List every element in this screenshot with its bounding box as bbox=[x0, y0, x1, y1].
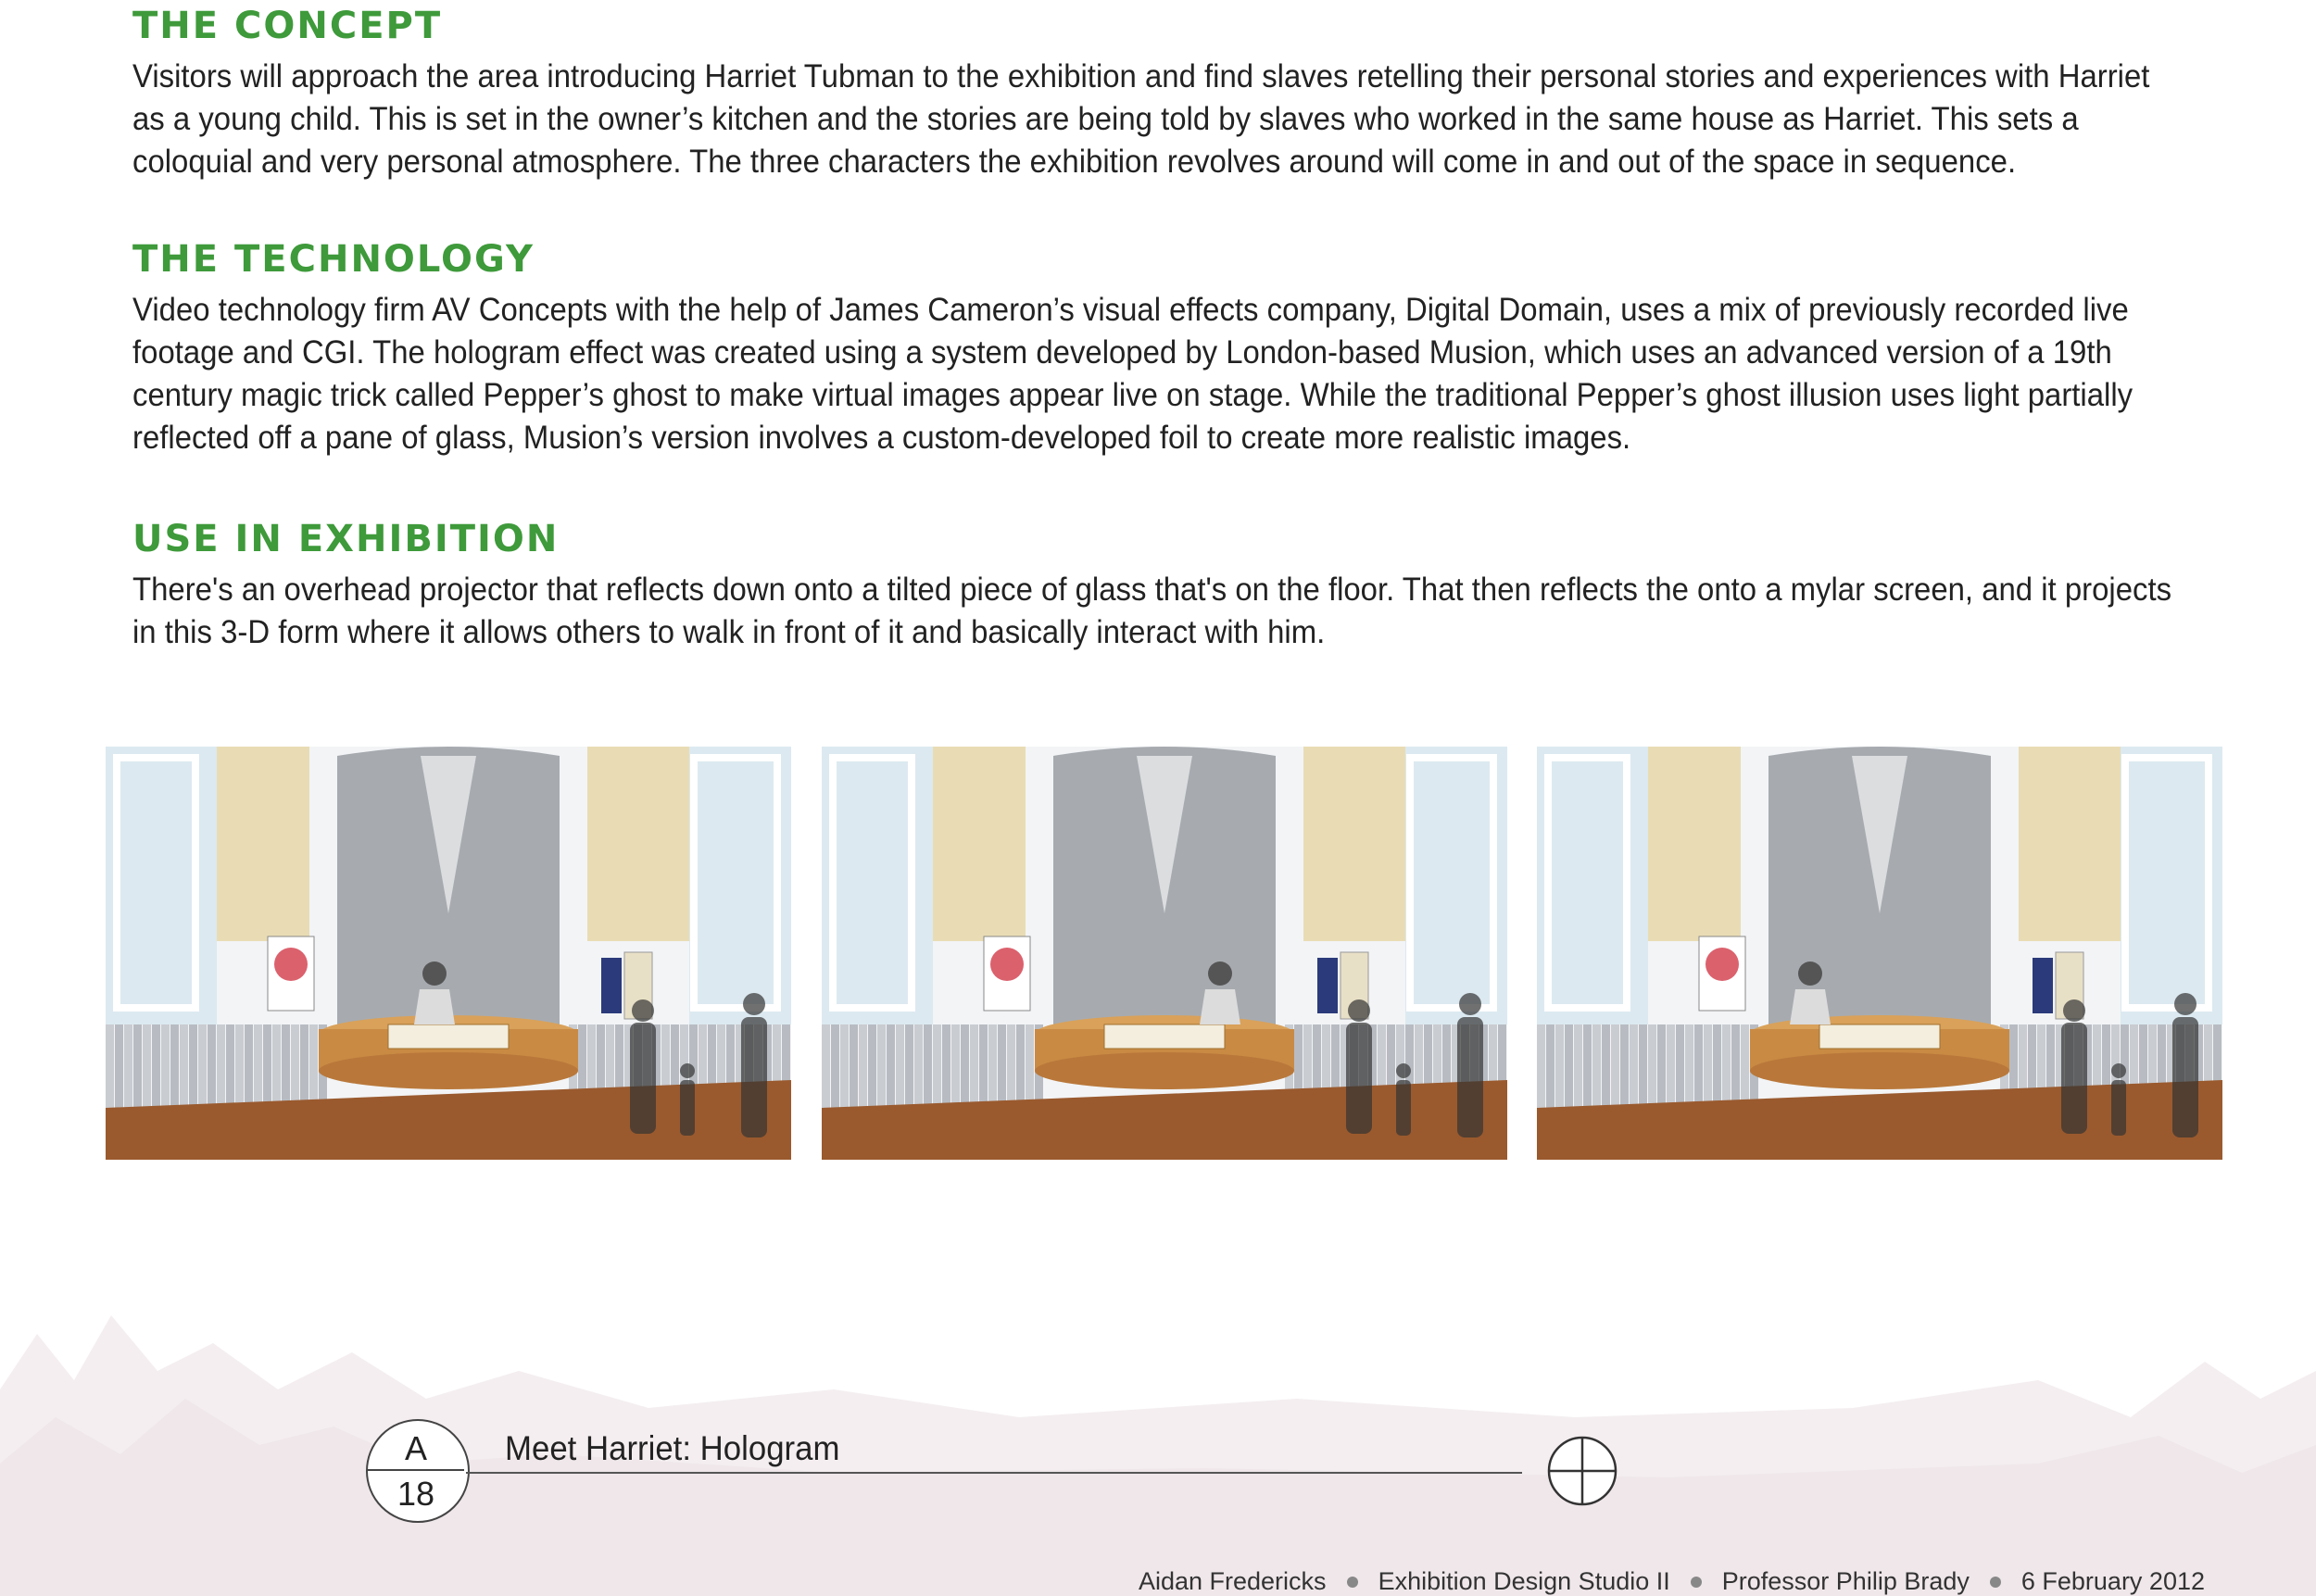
visitor-silhouette bbox=[1396, 1080, 1411, 1136]
platform-edge bbox=[1750, 1052, 2009, 1089]
exhibition-render-2 bbox=[822, 747, 1507, 1160]
wainscot-panel bbox=[115, 1024, 123, 1108]
wainscot-panel bbox=[831, 1024, 839, 1108]
wainscot-panel bbox=[161, 1024, 170, 1108]
wainscot-panel bbox=[868, 1024, 876, 1108]
wainscot-panel bbox=[1722, 1024, 1731, 1108]
left-window bbox=[106, 747, 217, 1024]
table-display bbox=[1104, 1024, 1225, 1049]
wainscot-panel bbox=[961, 1024, 969, 1108]
wainscot-panel bbox=[1741, 1024, 1749, 1108]
wainscot-panel bbox=[1546, 1024, 1554, 1108]
wainscot-panel bbox=[309, 1024, 318, 1108]
wainscot-panel bbox=[988, 1024, 997, 1108]
visitor-silhouette bbox=[680, 1063, 695, 1078]
crosshair-symbol-icon bbox=[1547, 1436, 1617, 1506]
left-window bbox=[1537, 747, 1648, 1024]
right-wall bbox=[1303, 747, 1405, 941]
wainscot-panel bbox=[263, 1024, 271, 1108]
wainscot-panel bbox=[1731, 1024, 1740, 1108]
wainscot-panel bbox=[1704, 1024, 1712, 1108]
wainscot-panel bbox=[226, 1024, 234, 1108]
wainscot-panel bbox=[1648, 1024, 1656, 1108]
visitor-silhouette bbox=[2172, 1017, 2198, 1137]
visitor-silhouette bbox=[630, 1023, 656, 1134]
footer-professor: Professor Philip Brady bbox=[1721, 1567, 1970, 1595]
wainscot-panel bbox=[1592, 1024, 1601, 1108]
wainscot-panel bbox=[1676, 1024, 1684, 1108]
wainscot-panel bbox=[1667, 1024, 1675, 1108]
use-heading: USE IN EXHIBITION bbox=[132, 518, 560, 560]
poster-graphic bbox=[1706, 948, 1739, 981]
sheet-number-divider bbox=[368, 1469, 464, 1471]
hologram-figure-head bbox=[1798, 961, 1822, 986]
sheet-number: 18 bbox=[396, 1475, 435, 1513]
visitor-silhouette bbox=[2063, 999, 2085, 1022]
visitor-silhouette bbox=[1346, 1023, 1372, 1134]
wainscot-panel bbox=[282, 1024, 290, 1108]
wainscot-panel bbox=[272, 1024, 281, 1108]
wainscot-panel bbox=[170, 1024, 179, 1108]
wainscot-panel bbox=[235, 1024, 244, 1108]
wainscot-panel bbox=[1574, 1024, 1582, 1108]
wainscot-panel bbox=[208, 1024, 216, 1108]
visitor-silhouette bbox=[680, 1080, 695, 1136]
visitor-silhouette bbox=[2061, 1023, 2087, 1134]
concept-heading: THE CONCEPT bbox=[132, 5, 443, 47]
wainscot-panel bbox=[254, 1024, 262, 1108]
wainscot-panel bbox=[300, 1024, 308, 1108]
hologram-figure-head bbox=[1208, 961, 1232, 986]
sheet-title: Meet Harriet: Hologram bbox=[505, 1429, 840, 1467]
poster-graphic bbox=[274, 948, 308, 981]
left-wall bbox=[217, 747, 309, 941]
use-text: There's an overhead projector that reflects down onto a tilted piece of glass that's on the floor. That then reflects the onto a mylar screen, and it projects in this 3-D form where it allows others to walk in front of it and basically interact with him. bbox=[132, 572, 2172, 650]
visitor-silhouette bbox=[2111, 1080, 2126, 1136]
wainscot-panel bbox=[245, 1024, 253, 1108]
left-wall bbox=[1648, 747, 1741, 941]
wainscot-panel bbox=[1565, 1024, 1573, 1108]
visitor-silhouette bbox=[743, 993, 765, 1015]
wainscot-panel bbox=[1016, 1024, 1025, 1108]
info-panel bbox=[601, 958, 622, 1013]
hologram-figure-body bbox=[1200, 989, 1240, 1024]
visitor-silhouette bbox=[2111, 1063, 2126, 1078]
concept-text: Visitors will approach the area introducing Harriet Tubman to the exhibition and find slaves retelling their personal stories and experiences with Harriet as a young child. This is set in the owner’s kitchen and the stories are being told by slaves who worked in the same house as Harriet. This sets a coloquial and very personal atmosphere. The three characters the exhibition revolves around will come in and out of the space in sequence. bbox=[132, 58, 2150, 180]
wainscot-panel bbox=[924, 1024, 932, 1108]
wainscot-panel bbox=[1602, 1024, 1610, 1108]
wainscot-panel bbox=[152, 1024, 160, 1108]
poster-graphic bbox=[990, 948, 1024, 981]
sheet-letter: A bbox=[404, 1429, 427, 1467]
wainscot-panel bbox=[933, 1024, 941, 1108]
wainscot-panel bbox=[133, 1024, 142, 1108]
wainscot-panel bbox=[942, 1024, 950, 1108]
hologram-figure-body bbox=[414, 989, 455, 1024]
technology-text: Video technology firm AV Concepts with the help of James Cameron’s visual effects company, Digital Domain, uses a mix of previously recorded live footage and CGI. The hologram effect was created using a system developed by London-based Musion, which uses an advanced version of a 19th century magic trick called Pepper’s ghost to make virtual images appear live on stage. While the traditional Pepper’s ghost illusion uses light partially reflected off a pane of glass, Musion’s version involves a custom-developed foil to create more realistic images. bbox=[132, 292, 2133, 456]
wainscot-panel bbox=[1583, 1024, 1592, 1108]
wainscot-panel bbox=[1611, 1024, 1619, 1108]
visitor-silhouette bbox=[1457, 1017, 1483, 1137]
wainscot-panel bbox=[914, 1024, 923, 1108]
wainscot-panel bbox=[1026, 1024, 1034, 1108]
wainscot-panel bbox=[198, 1024, 207, 1108]
hologram-figure-body bbox=[1790, 989, 1831, 1024]
wainscot-panel bbox=[180, 1024, 188, 1108]
wainscot-panel bbox=[1639, 1024, 1647, 1108]
wainscot-panel bbox=[850, 1024, 858, 1108]
wainscot-panel bbox=[217, 1024, 225, 1108]
wainscot-panel bbox=[189, 1024, 197, 1108]
technology-section bbox=[132, 239, 2180, 459]
wainscot-panel bbox=[877, 1024, 886, 1108]
wainscot-panel bbox=[887, 1024, 895, 1108]
title-rule bbox=[466, 1472, 1522, 1474]
wainscot-panel bbox=[840, 1024, 849, 1108]
platform-edge bbox=[1035, 1052, 1294, 1089]
footer-separator-dot bbox=[1990, 1577, 2001, 1588]
left-window bbox=[822, 747, 933, 1024]
right-wall bbox=[2019, 747, 2121, 941]
footer-date: 6 February 2012 bbox=[2020, 1567, 2205, 1595]
visitor-silhouette bbox=[1396, 1063, 1411, 1078]
table-display bbox=[388, 1024, 509, 1049]
wainscot-panel bbox=[1007, 1024, 1015, 1108]
footer bbox=[1139, 1567, 2205, 1596]
footer-course: Exhibition Design Studio II bbox=[1378, 1567, 1670, 1595]
visitor-silhouette bbox=[741, 1017, 767, 1137]
footer-author: Aidan Fredericks bbox=[1138, 1567, 1327, 1595]
exhibition-render-1 bbox=[106, 747, 791, 1160]
wainscot-panel bbox=[1555, 1024, 1564, 1108]
wainscot-panel bbox=[896, 1024, 904, 1108]
wainscot-panel bbox=[1537, 1024, 1545, 1108]
table-display bbox=[1819, 1024, 1940, 1049]
info-panel bbox=[2033, 958, 2053, 1013]
visitor-silhouette bbox=[1348, 999, 1370, 1022]
wainscot-panel bbox=[905, 1024, 913, 1108]
visitor-silhouette bbox=[1459, 993, 1481, 1015]
wainscot-panel bbox=[822, 1024, 830, 1108]
wainscot-panel bbox=[859, 1024, 867, 1108]
wainscot-panel bbox=[1694, 1024, 1703, 1108]
technology-heading: THE TECHNOLOGY bbox=[132, 238, 535, 281]
wainscot-panel bbox=[951, 1024, 960, 1108]
forest-background bbox=[0, 1278, 2316, 1596]
visitor-silhouette bbox=[2174, 993, 2196, 1015]
wainscot-panel bbox=[1657, 1024, 1666, 1108]
wainscot-panel bbox=[124, 1024, 132, 1108]
footer-separator-dot bbox=[1691, 1577, 1702, 1588]
hologram-figure-head bbox=[422, 961, 447, 986]
wainscot-panel bbox=[106, 1024, 114, 1108]
wainscot-panel bbox=[979, 1024, 988, 1108]
right-wall bbox=[587, 747, 689, 941]
wainscot-panel bbox=[143, 1024, 151, 1108]
info-panel bbox=[1317, 958, 1338, 1013]
wainscot-panel bbox=[970, 1024, 978, 1108]
wainscot-panel bbox=[1620, 1024, 1629, 1108]
wainscot-panel bbox=[998, 1024, 1006, 1108]
concept-section bbox=[132, 6, 2180, 183]
visitor-silhouette bbox=[632, 999, 654, 1022]
platform-edge bbox=[319, 1052, 578, 1089]
wainscot-panel bbox=[1713, 1024, 1721, 1108]
wainscot-panel bbox=[291, 1024, 299, 1108]
use-section bbox=[132, 519, 2180, 654]
wainscot-panel bbox=[1685, 1024, 1693, 1108]
wainscot-panel bbox=[1630, 1024, 1638, 1108]
footer-separator-dot bbox=[1347, 1577, 1358, 1588]
exhibition-render-3 bbox=[1537, 747, 2222, 1160]
left-wall bbox=[933, 747, 1026, 941]
